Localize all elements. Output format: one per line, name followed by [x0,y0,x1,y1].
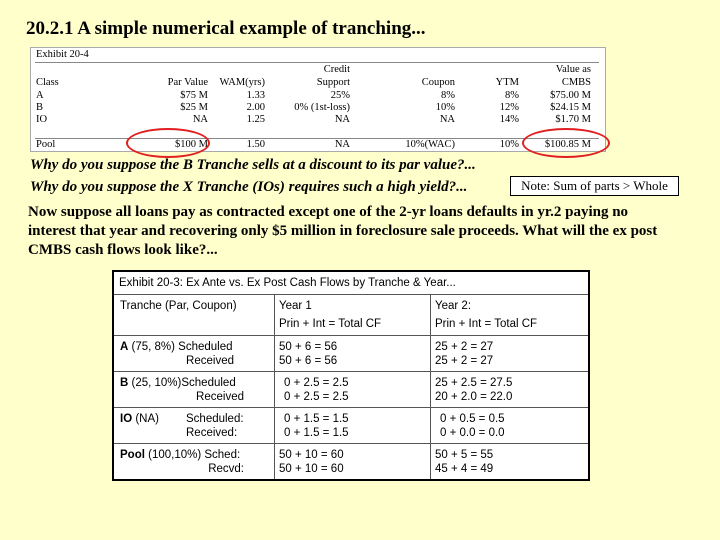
header-cmbs: CMBS [561,77,591,88]
header-ytm: YTM [495,77,519,88]
tranche-sub: Recvd: [208,463,244,475]
exhibit-20-3-table [112,270,590,481]
cf-cell: 25 + 2.5 = 27.5 [435,377,513,389]
header-wam: WAM(yrs) [219,77,265,88]
header-year2: Year 2: [435,300,472,312]
table-rule [114,371,588,372]
tranche-desc: (25, 10%)Scheduled [128,377,236,389]
header-row [31,77,605,89]
header-class: Class [36,77,59,88]
slide-title: 20.2.1 A simple numerical example of tranching... [26,18,426,39]
highlight-ellipse-cmbs [522,128,610,158]
cf-cell: 50 + 10 = 60 [279,449,344,461]
cell-value: $75.00 M [550,90,591,101]
cell-ytm: 8% [505,90,519,101]
tranche-b-label [120,376,236,390]
cell-value: $24.15 M [550,102,591,113]
column-divider [430,294,431,479]
cf-cell: 0 + 2.5 = 2.5 [284,391,349,403]
cell-coupon: 10% [435,102,455,113]
cell-coupon: NA [439,114,455,125]
cf-cell: 50 + 5 = 55 [435,449,494,461]
cf-cell: 0 + 1.5 = 1.5 [284,413,349,425]
header-year1-formula: Prin + Int = Total CF [279,318,382,330]
header-value-as: Value as [555,64,591,75]
cf-cell: 25 + 2 = 27 [435,341,494,353]
cell-class: Pool [36,139,56,150]
cf-cell: 50 + 6 = 56 [279,355,338,367]
exhibit-20-4-caption: Exhibit 20-4 [36,49,89,60]
table-rule [114,335,588,336]
tranche-sub: Received: [186,427,238,439]
cf-cell: 0 + 0.5 = 0.5 [440,413,505,425]
cf-cell: 50 + 10 = 60 [279,463,344,475]
cell-value: $1.70 M [555,114,591,125]
tranche-pool-label [120,448,240,462]
cell-ytm: 14% [499,114,519,125]
cell-support: 0% (1st-loss) [294,102,350,113]
cell-support: 25% [330,90,350,101]
tranche-name: A [120,341,129,353]
cell-class: IO [36,114,48,125]
header-tranche: Tranche (Par, Coupon) [120,300,237,312]
question-b-tranche: Why do you suppose the B Tranche sells at a discount to its par value?... [30,157,476,173]
cell-support: NA [334,114,350,125]
header-credit: Credit [323,64,350,75]
header-par-value: Par Value [167,77,208,88]
exhibit-20-3-caption: Exhibit 20-3: Ex Ante vs. Ex Post Cash Flows by Tranche & Year... [119,277,456,289]
cf-cell: 0 + 1.5 = 1.5 [284,427,349,439]
cell-par: $25 M [180,102,208,113]
cell-coupon: 8% [441,90,455,101]
cell-par: NA [192,114,208,125]
cell-coupon: 10%(WAC) [405,139,455,150]
tranche-desc: (75, 8%) Scheduled [128,341,233,353]
tranche-desc2: Scheduled: [186,413,244,425]
table-rule [114,294,588,295]
header-row-top [31,64,605,76]
tranche-io-label [120,412,159,426]
table-row [31,114,605,126]
note-box: Note: Sum of parts > Whole [510,176,679,196]
cell-value: $100.85 M [544,139,591,150]
cell-support: NA [334,139,350,150]
default-scenario-paragraph: Now suppose all loans pay as contracted except one of the 2-yr loans defaults in yr.2 paying no interest that year and recovering only $5 million in foreclosure sale proceeds. What will the ex post CMBS cash flows look like?... [28,204,658,258]
header-year2-formula: Prin + Int = Total CF [435,318,538,330]
cell-par: $100 M [175,139,208,150]
table-row [31,90,605,102]
cell-ytm: 12% [499,102,519,113]
tranche-name: Pool [120,449,145,461]
table-row-pool [31,139,605,151]
cell-par: $75 M [180,90,208,101]
cell-class: B [36,102,44,113]
exhibit-20-4-table [30,47,606,152]
cell-ytm: 10% [499,139,519,150]
tranche-desc: (NA) [132,413,159,425]
cf-cell: 0 + 2.5 = 2.5 [284,377,349,389]
header-coupon: Coupon [421,77,455,88]
table-row [31,102,605,114]
question-x-tranche: Why do you suppose the X Tranche (IOs) requires such a high yield?... [30,179,468,195]
tranche-name: B [120,377,129,389]
cell-wam: 1.33 [246,90,265,101]
tranche-name: IO [120,413,133,425]
cell-class: A [36,90,44,101]
header-year1: Year 1 [279,300,312,312]
column-divider [274,294,275,479]
cf-cell: 50 + 6 = 56 [279,341,338,353]
table-rule [114,443,588,444]
cf-cell: 45 + 4 = 49 [435,463,494,475]
cell-wam: 1.25 [246,114,265,125]
cf-cell: 20 + 2.0 = 22.0 [435,391,513,403]
table-rule [114,407,588,408]
tranche-sub: Received [196,391,244,403]
tranche-sub: Received [186,355,234,367]
tranche-a-label [120,340,233,354]
tranche-desc: (100,10%) Sched: [144,449,241,461]
cell-wam: 1.50 [246,139,265,150]
cell-wam: 2.00 [246,102,265,113]
cf-cell: 25 + 2 = 27 [435,355,494,367]
cf-cell: 0 + 0.0 = 0.0 [440,427,505,439]
table-rule [35,62,599,63]
header-support: Support [316,77,350,88]
highlight-ellipse-par [126,128,210,158]
